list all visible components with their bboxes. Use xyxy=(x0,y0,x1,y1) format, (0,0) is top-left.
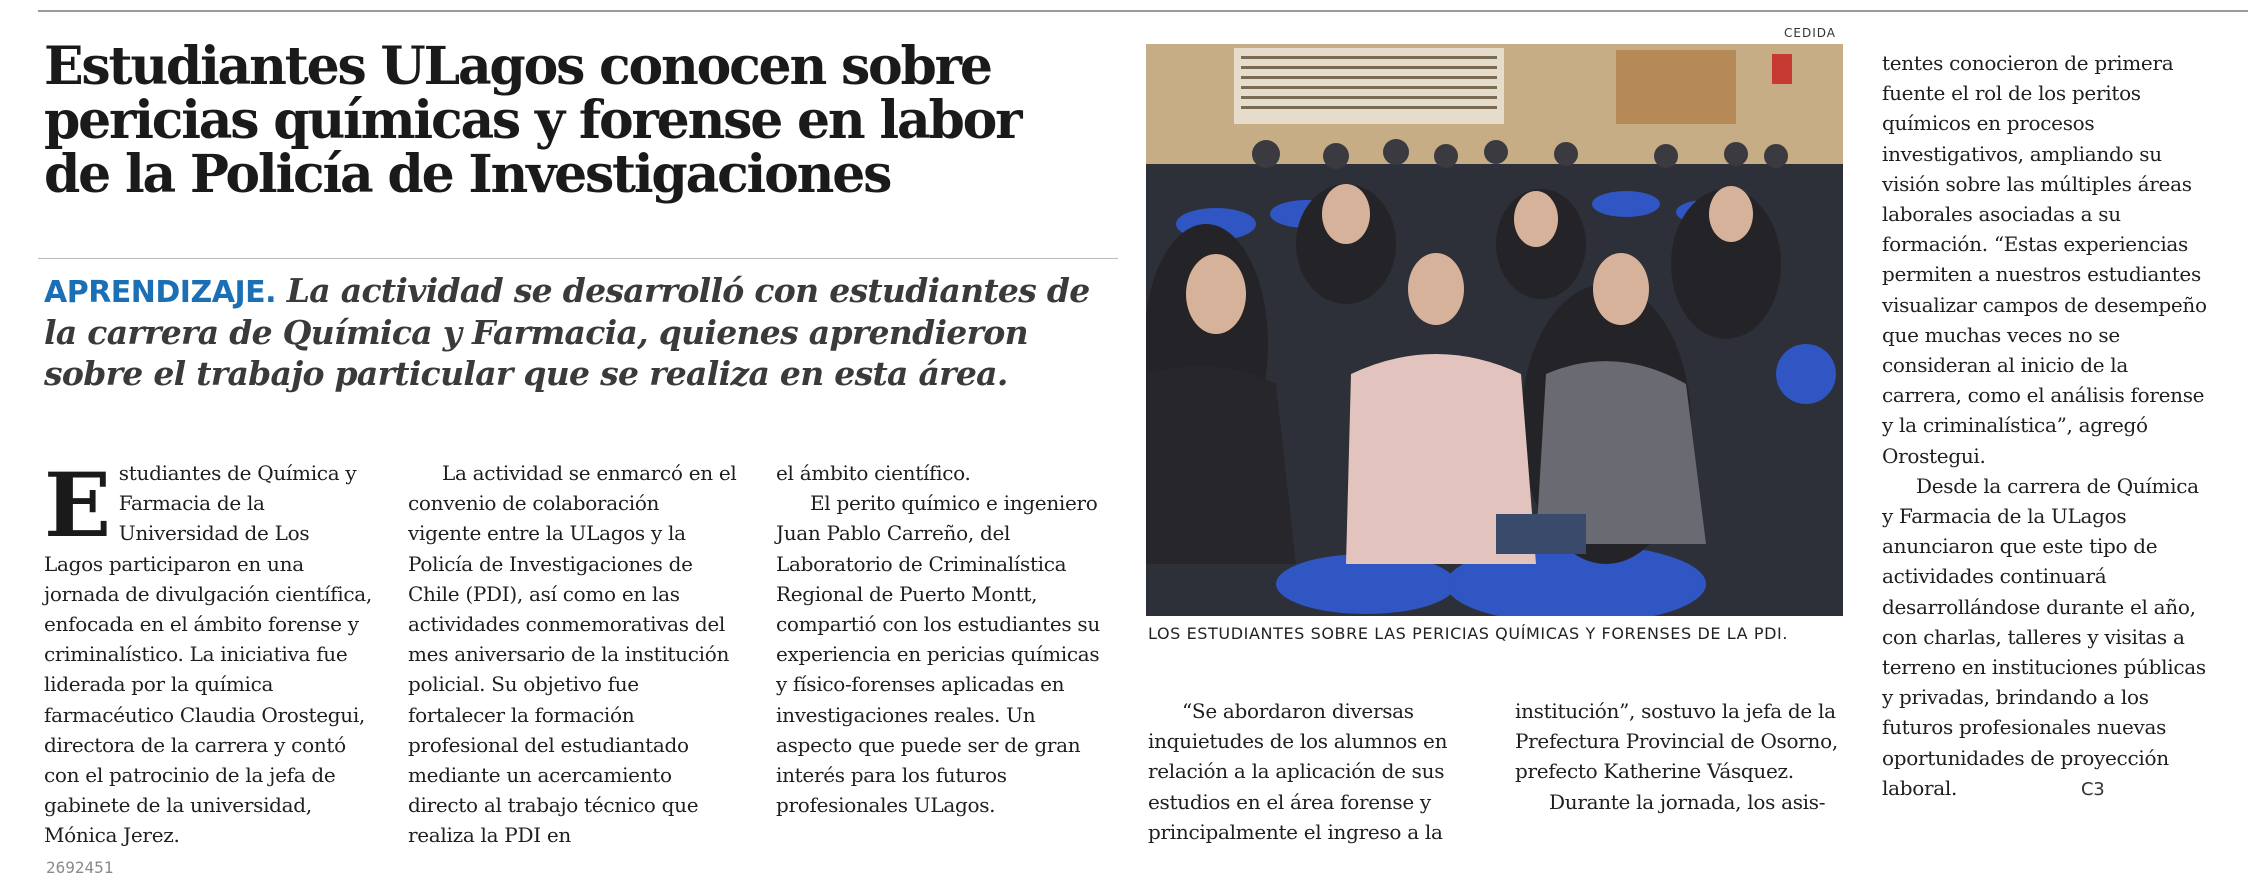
body-column-1 xyxy=(44,453,374,851)
dropcap: E xyxy=(44,453,111,557)
paragraph: La actividad se enmarcó en el convenio de colaboración vigente entre la ULagos y la Policía de Investigaciones de Chile (PDI), así como en las actividades conmemorativas del mes aniversario de la institución policial. Su objetivo fue fortalecer la formación profesional del estudiantado mediante un acercamiento directo al trabajo técnico que realiza la PDI en xyxy=(408,461,737,848)
end-mark: C3 xyxy=(2081,778,2105,800)
photo-credit: CEDIDA xyxy=(1784,26,1836,40)
headline-line: pericias químicas y forense en labor xyxy=(44,90,1021,152)
paragraph-text: Desde la carrera de Química y Farmacia de la ULagos anunciaron que este tipo de actividades continuará desarrollándose durante el año, con charlas, talleres y visitas a terreno en instituciones públicas y privadas, brindando a los futuros profesionales nuevas oportunidades de proyección laboral. xyxy=(1882,473,2206,800)
deck-text: La actividad se desarrolló con estudiantes de la carrera de Química y Farmacia, quienes aprendieron sobre el trabajo particular que se realiza en esta área. xyxy=(44,271,1090,393)
body-column-6 xyxy=(1882,48,2210,805)
photo-caption: LOS ESTUDIANTES SOBRE LAS PERICIAS QUÍMICAS Y FORENSES DE LA PDI. xyxy=(1148,624,1789,643)
classroom-photo-illustration xyxy=(1146,44,1843,616)
subhead-rule xyxy=(38,258,1118,259)
top-rule xyxy=(38,10,2248,12)
paragraph: “Se abordaron diversas inquietudes de los alumnos en relación a la aplicación de sus estudios en el área forense y principalmente el ingreso a la xyxy=(1148,699,1448,844)
headline xyxy=(44,36,1094,206)
headline-line: de la Policía de Investigaciones xyxy=(44,144,891,206)
paragraph: Durante la jornada, los asis- xyxy=(1549,789,1826,814)
paragraph: El perito químico e ingeniero Juan Pablo Carreño, del Laboratorio de Criminalística Regional de Puerto Montt, compartió con los estudiantes su experiencia en pericias químicas y físico-forenses aplicadas en investigaciones reales. Un aspecto que puede ser de gran interés para los futuros profesionales ULagos. xyxy=(776,491,1100,818)
paragraph: institución”, sostuvo la jefa de la Prefectura Provincial de Osorno, prefecto Katherine Vásquez. xyxy=(1515,699,1838,784)
body-column-3 xyxy=(776,458,1106,820)
paragraph: studiantes de Química y Farmacia de la Universidad de Los Lagos participaron en una jornada de divulgación científica, enfocada en el ámbito forense y criminalístico. La iniciativa fue liderada por la química farmacéutico Claudia Orostegui, directora de la carrera y contó con el patrocinio de la jefa de gabinete de la universidad, Mónica Jerez. xyxy=(44,461,372,848)
headline-line: Estudiantes ULagos conocen sobre xyxy=(44,36,991,97)
deck xyxy=(44,270,1114,394)
paragraph: el ámbito científico. xyxy=(776,461,971,485)
body-column-5 xyxy=(1515,696,1845,817)
body-column-2 xyxy=(408,458,738,851)
paragraph xyxy=(1882,471,2210,805)
article-photo xyxy=(1146,44,1843,616)
body-column-4 xyxy=(1148,696,1478,847)
paragraph: tentes conocieron de primera fuente el rol de los peritos químicos en procesos investigativos, ampliando su visión sobre las múltiples áreas laborales asociadas a su formación. “Estas experiencias permiten a nuestros estudiantes visualizar campos de desempeño que muchas veces no se consideran al inicio de la carrera, como el análisis forense y la criminalística”, agregó Orostegui. xyxy=(1882,51,2207,468)
archive-id: 2692451 xyxy=(46,858,114,877)
kicker: APRENDIZAJE. xyxy=(44,275,276,310)
